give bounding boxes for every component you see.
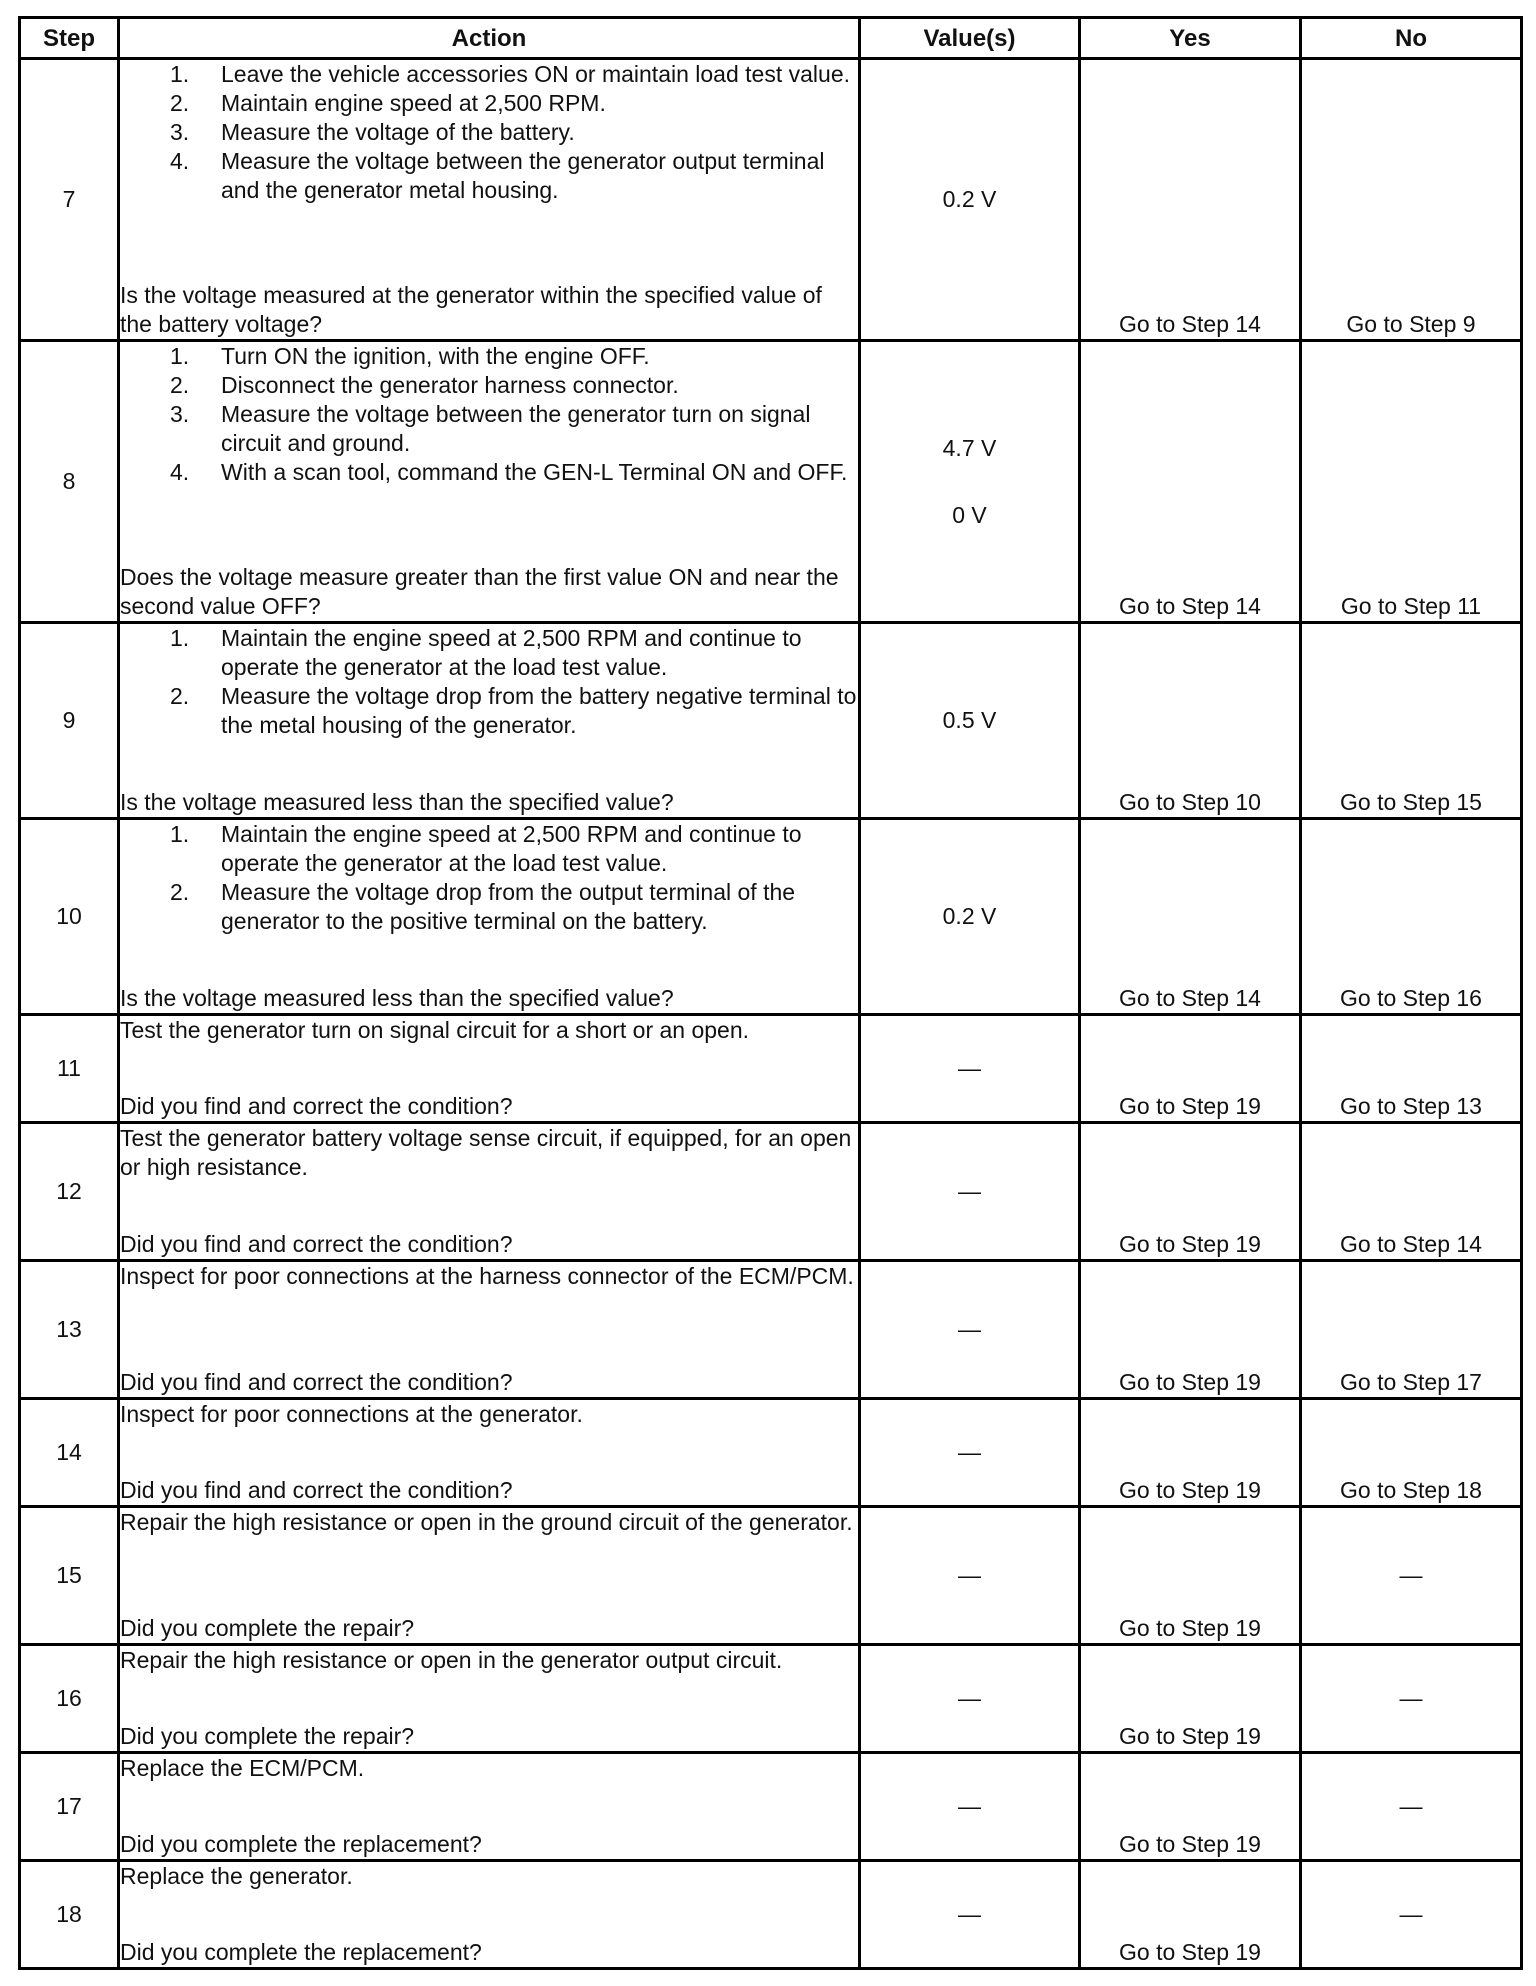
substep-number: 2.: [170, 879, 190, 905]
yes-outcome: Go to Step 19: [1080, 1507, 1301, 1645]
substep-list: [120, 820, 858, 936]
question-text: Did you find and correct the condition?: [120, 1477, 513, 1503]
step-number: 17: [20, 1753, 119, 1861]
substep-text: Measure the voltage drop from the output terminal of the generator to the positive terminal on the battery.: [221, 879, 796, 934]
header-no: No: [1301, 18, 1522, 59]
substep: [120, 118, 858, 147]
substep-number: 1.: [170, 61, 190, 87]
step-number: 8: [20, 341, 119, 623]
question-text: Is the voltage measured less than the specified value?: [120, 985, 674, 1011]
action-cell: [119, 1399, 860, 1507]
table-row: [20, 1507, 1522, 1645]
substep-number: 4.: [170, 148, 190, 174]
substep-number: 2.: [170, 683, 190, 709]
step-number: 10: [20, 819, 119, 1015]
substep: [120, 878, 858, 936]
no-outcome: Go to Step 18: [1301, 1399, 1522, 1507]
question-text: Did you complete the repair?: [120, 1723, 415, 1749]
yes-outcome: Go to Step 19: [1080, 1861, 1301, 1969]
step-number: 7: [20, 59, 119, 341]
question-text: Did you find and correct the condition?: [120, 1093, 513, 1119]
question-text: Did you complete the replacement?: [120, 1939, 482, 1965]
question-text: Is the voltage measured at the generator within the specified value of the battery voltage?: [120, 282, 822, 337]
action-cell: [119, 1753, 860, 1861]
table-row: [20, 623, 1522, 819]
substep-text: Measure the voltage of the battery.: [221, 119, 575, 145]
yes-outcome: Go to Step 14: [1080, 341, 1301, 623]
step-number: 14: [20, 1399, 119, 1507]
substep-number: 3.: [170, 119, 190, 145]
no-outcome: —: [1301, 1645, 1522, 1753]
value-on: 4.7 V: [942, 434, 997, 461]
instruction-text: Replace the generator.: [120, 1863, 353, 1889]
instruction-text: Repair the high resistance or open in the ground circuit of the generator.: [120, 1509, 853, 1535]
table-row: [20, 1861, 1522, 1969]
no-outcome: Go to Step 11: [1301, 341, 1522, 623]
step-number: 18: [20, 1861, 119, 1969]
table-row: [20, 1015, 1522, 1123]
value-cell: —: [860, 1861, 1080, 1969]
substep-list: [120, 624, 858, 740]
no-outcome: Go to Step 14: [1301, 1123, 1522, 1261]
substep-number: 2.: [170, 372, 190, 398]
substep-text: With a scan tool, command the GEN-L Terminal ON and OFF.: [221, 459, 848, 485]
step-number: 15: [20, 1507, 119, 1645]
header-action: Action: [119, 18, 860, 59]
substep-text: Maintain engine speed at 2,500 RPM.: [221, 90, 606, 116]
table-row: [20, 1753, 1522, 1861]
substep-number: 3.: [170, 401, 190, 427]
substep-number: 1.: [170, 343, 190, 369]
substep: [120, 60, 858, 89]
substep-list: [120, 60, 858, 205]
substep-text: Maintain the engine speed at 2,500 RPM and continue to operate the generator at the load test value.: [221, 625, 802, 680]
value-cell: —: [860, 1645, 1080, 1753]
question-text: Did you complete the repair?: [120, 1615, 415, 1641]
substep: [120, 89, 858, 118]
value-cell: 0.2 V: [860, 819, 1080, 1015]
question-text: Did you find and correct the condition?: [120, 1231, 513, 1257]
yes-outcome: Go to Step 19: [1080, 1261, 1301, 1399]
diagnostic-table: [18, 16, 1523, 1970]
value-cell: —: [860, 1399, 1080, 1507]
substep-text: Measure the voltage drop from the battery negative terminal to the metal housing of the generator.: [221, 683, 857, 738]
value-cell: —: [860, 1261, 1080, 1399]
no-outcome: —: [1301, 1753, 1522, 1861]
instruction-text: Test the generator battery voltage sense circuit, if equipped, for an open or high resistance.: [120, 1125, 852, 1180]
value-cell: [860, 341, 1080, 623]
question-text: Is the voltage measured less than the specified value?: [120, 789, 674, 815]
table-row: [20, 341, 1522, 623]
question-text: Did you complete the replacement?: [120, 1831, 482, 1857]
value-cell: 0.2 V: [860, 59, 1080, 341]
yes-outcome: Go to Step 10: [1080, 623, 1301, 819]
header-step: Step: [20, 18, 119, 59]
step-number: 9: [20, 623, 119, 819]
value-cell: —: [860, 1507, 1080, 1645]
instruction-text: Test the generator turn on signal circuit for a short or an open.: [120, 1017, 750, 1043]
value-cell: —: [860, 1015, 1080, 1123]
value-cell: —: [860, 1753, 1080, 1861]
action-cell: [119, 59, 860, 341]
substep-text: Measure the voltage between the generator output terminal and the generator metal housing.: [221, 148, 825, 203]
substep: [120, 458, 858, 487]
yes-outcome: Go to Step 14: [1080, 819, 1301, 1015]
yes-outcome: Go to Step 19: [1080, 1399, 1301, 1507]
instruction-text: Inspect for poor connections at the generator.: [120, 1401, 583, 1427]
question-text: Does the voltage measure greater than the first value ON and near the second value OFF?: [120, 564, 839, 619]
no-outcome: Go to Step 17: [1301, 1261, 1522, 1399]
yes-outcome: Go to Step 19: [1080, 1123, 1301, 1261]
value-cell: 0.5 V: [860, 623, 1080, 819]
substep-list: [120, 342, 858, 487]
header-yes: Yes: [1080, 18, 1301, 59]
substep: [120, 682, 858, 740]
table-row: [20, 1123, 1522, 1261]
action-cell: [119, 623, 860, 819]
substep-text: Leave the vehicle accessories ON or maintain load test value.: [221, 61, 850, 87]
table-row: [20, 59, 1522, 341]
substep-number: 1.: [170, 821, 190, 847]
step-number: 16: [20, 1645, 119, 1753]
substep-text: Turn ON the ignition, with the engine OFF.: [221, 343, 650, 369]
substep-number: 1.: [170, 625, 190, 651]
substep: [120, 371, 858, 400]
substep: [120, 624, 858, 682]
yes-outcome: Go to Step 19: [1080, 1645, 1301, 1753]
value-off: 0 V: [952, 501, 987, 528]
substep-text: Maintain the engine speed at 2,500 RPM and continue to operate the generator at the load test value.: [221, 821, 802, 876]
instruction-text: Repair the high resistance or open in the generator output circuit.: [120, 1647, 783, 1673]
action-cell: [119, 341, 860, 623]
substep-number: 4.: [170, 459, 190, 485]
substep: [120, 147, 858, 205]
header-values: Value(s): [860, 18, 1080, 59]
table-row: [20, 819, 1522, 1015]
action-cell: [119, 1261, 860, 1399]
instruction-text: Replace the ECM/PCM.: [120, 1755, 365, 1781]
no-outcome: Go to Step 15: [1301, 623, 1522, 819]
substep-text: Measure the voltage between the generator turn on signal circuit and ground.: [221, 401, 811, 456]
no-outcome: —: [1301, 1861, 1522, 1969]
table-row: [20, 1261, 1522, 1399]
substep: [120, 342, 858, 371]
action-cell: [119, 1645, 860, 1753]
instruction-text: Inspect for poor connections at the harness connector of the ECM/PCM.: [120, 1263, 854, 1289]
yes-outcome: Go to Step 19: [1080, 1753, 1301, 1861]
no-outcome: Go to Step 16: [1301, 819, 1522, 1015]
no-outcome: Go to Step 13: [1301, 1015, 1522, 1123]
no-outcome: —: [1301, 1507, 1522, 1645]
step-number: 13: [20, 1261, 119, 1399]
action-cell: [119, 819, 860, 1015]
action-cell: [119, 1507, 860, 1645]
yes-outcome: Go to Step 14: [1080, 59, 1301, 341]
action-cell: [119, 1861, 860, 1969]
question-text: Did you find and correct the condition?: [120, 1369, 513, 1395]
substep: [120, 400, 858, 458]
yes-outcome: Go to Step 19: [1080, 1015, 1301, 1123]
substep-number: 2.: [170, 90, 190, 116]
step-number: 11: [20, 1015, 119, 1123]
action-cell: [119, 1123, 860, 1261]
table-row: [20, 1645, 1522, 1753]
table-row: [20, 1399, 1522, 1507]
step-number: 12: [20, 1123, 119, 1261]
no-outcome: Go to Step 9: [1301, 59, 1522, 341]
substep-text: Disconnect the generator harness connector.: [221, 372, 679, 398]
header-row: [20, 18, 1522, 59]
action-cell: [119, 1015, 860, 1123]
substep: [120, 820, 858, 878]
value-cell: —: [860, 1123, 1080, 1261]
